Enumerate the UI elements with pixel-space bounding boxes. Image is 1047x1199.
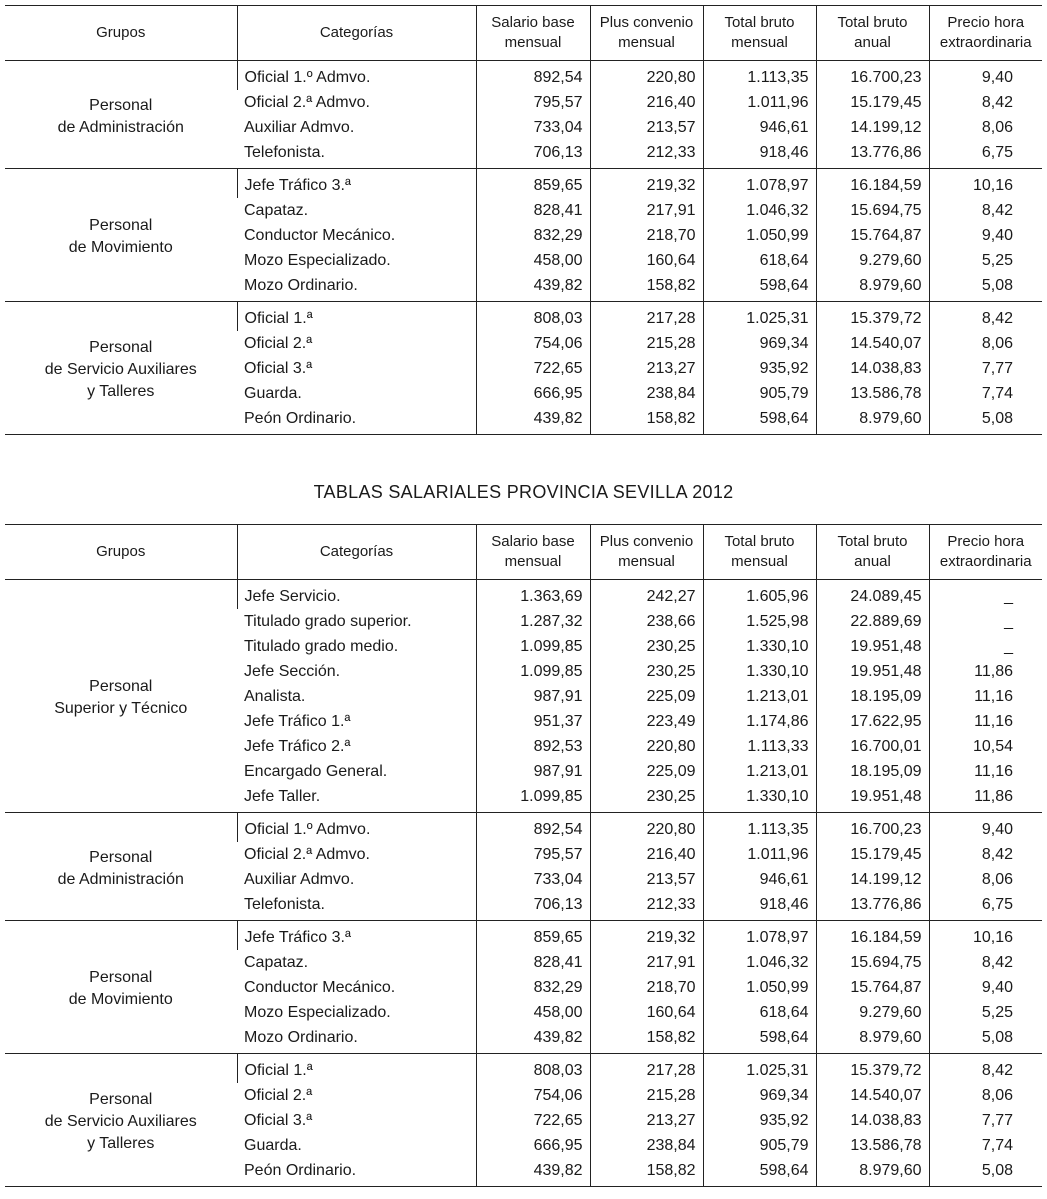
plus-convenio-cell: 215,28: [590, 1083, 703, 1108]
categoria-cell: Oficial 2.ª Admvo.: [244, 846, 370, 863]
plus-convenio-cell: 223,49: [590, 709, 703, 734]
plus-convenio-cell: 220,80: [590, 813, 703, 843]
total-bruto-anual-cell: 18.195,09: [816, 759, 929, 784]
total-bruto-anual-cell: 16.184,59: [816, 169, 929, 199]
header-grupos: Grupos: [5, 6, 237, 61]
categoria-cell: Jefe Servicio.: [237, 580, 476, 610]
salario-base-cell: 666,95: [476, 1133, 590, 1158]
group-name: [5, 302, 237, 435]
salario-base-cell: 828,41: [476, 198, 590, 223]
table-row: [5, 61, 1042, 91]
total-bruto-mensual-cell: 905,79: [703, 1133, 816, 1158]
total-bruto-anual-cell: 22.889,69: [816, 609, 929, 634]
total-bruto-anual-cell: 15.764,87: [816, 975, 929, 1000]
categoria-cell: Oficial 1.º Admvo.: [237, 813, 476, 843]
salario-base-cell: 832,29: [476, 975, 590, 1000]
plus-convenio-cell: 218,70: [590, 975, 703, 1000]
plus-convenio-cell: 216,40: [590, 90, 703, 115]
precio-hora-cell: 10,16: [929, 921, 1042, 951]
total-bruto-mensual-cell: 969,34: [703, 1083, 816, 1108]
table-row: [5, 921, 1042, 951]
precio-hora-cell: 8,06: [929, 115, 1042, 140]
precio-hora-cell: 8,06: [929, 331, 1042, 356]
total-bruto-anual-cell: 18.195,09: [816, 684, 929, 709]
precio-hora-cell: 11,16: [929, 709, 1042, 734]
total-bruto-anual-cell: 19.951,48: [816, 659, 929, 684]
group-name-line: y Talleres: [87, 383, 155, 400]
group-name-line: Personal: [89, 969, 153, 986]
plus-convenio-cell: 225,09: [590, 684, 703, 709]
total-bruto-mensual-cell: 1.050,99: [703, 223, 816, 248]
plus-convenio-cell: 158,82: [590, 1025, 703, 1054]
table-header-row: [5, 525, 1042, 580]
header-grupos: Grupos: [5, 525, 237, 580]
precio-hora-cell: 5,25: [929, 1000, 1042, 1025]
categoria-cell: Jefe Sección.: [244, 663, 341, 680]
precio-hora-cell: 11,86: [929, 659, 1042, 684]
precio-hora-cell: 5,08: [929, 273, 1042, 302]
plus-convenio-cell: 238,84: [590, 381, 703, 406]
total-bruto-mensual-cell: 598,64: [703, 1025, 816, 1054]
plus-convenio-cell: 213,57: [590, 115, 703, 140]
salario-base-cell: 808,03: [476, 1054, 590, 1084]
total-bruto-anual-cell: 14.038,83: [816, 1108, 929, 1133]
total-bruto-anual-cell: 8.979,60: [816, 406, 929, 435]
categoria-cell: Oficial 2.ª: [244, 1087, 313, 1104]
salario-base-cell: 892,54: [476, 61, 590, 91]
group-name: [5, 1054, 237, 1187]
total-bruto-anual-cell: 17.622,95: [816, 709, 929, 734]
salario-base-cell: 722,65: [476, 356, 590, 381]
precio-hora-cell: 9,40: [929, 975, 1042, 1000]
precio-hora-cell: _: [929, 634, 1042, 659]
plus-convenio-cell: 217,91: [590, 198, 703, 223]
categoria-cell: Oficial 1.ª: [237, 1054, 476, 1084]
total-bruto-mensual-cell: 1.113,35: [703, 813, 816, 843]
salario-base-cell: 1.099,85: [476, 634, 590, 659]
salario-base-cell: 951,37: [476, 709, 590, 734]
total-bruto-anual-cell: 19.951,48: [816, 784, 929, 813]
total-bruto-mensual-cell: 918,46: [703, 140, 816, 169]
categoria-cell: Oficial 1.º Admvo.: [237, 61, 476, 91]
group-name-line: Personal: [89, 1091, 153, 1108]
precio-hora-cell: 5,08: [929, 1025, 1042, 1054]
precio-hora-cell: 5,08: [929, 406, 1042, 435]
group-section: [5, 813, 1042, 921]
salario-base-cell: 808,03: [476, 302, 590, 332]
total-bruto-mensual-cell: 1.113,35: [703, 61, 816, 91]
group-section: [5, 61, 1042, 169]
salario-base-cell: 1.099,85: [476, 659, 590, 684]
header-plus-convenio: Plus convenio mensual: [590, 525, 703, 580]
salario-base-cell: 458,00: [476, 248, 590, 273]
header-plus-convenio: Plus convenio mensual: [590, 6, 703, 61]
total-bruto-anual-cell: 9.279,60: [816, 1000, 929, 1025]
salario-base-cell: 987,91: [476, 684, 590, 709]
plus-convenio-cell: 158,82: [590, 273, 703, 302]
precio-hora-cell: 7,74: [929, 381, 1042, 406]
categoria-cell: Peón Ordinario.: [237, 1158, 476, 1187]
total-bruto-anual-cell: 13.776,86: [816, 140, 929, 169]
total-bruto-anual-cell: 15.179,45: [816, 842, 929, 867]
salary-table-1: [5, 5, 1042, 435]
header-total-bruto-anual: Total bruto anual: [816, 6, 929, 61]
categoria-cell: Encargado General.: [244, 763, 388, 780]
table-row: [5, 169, 1042, 199]
group-name-line: Personal: [89, 848, 153, 866]
total-bruto-mensual-cell: 1.078,97: [703, 169, 816, 199]
plus-convenio-cell: 230,25: [590, 659, 703, 684]
precio-hora-cell: 9,40: [929, 223, 1042, 248]
categoria-cell: Oficial 2.ª: [244, 335, 313, 352]
categoria-cell: Capataz.: [244, 954, 309, 971]
salario-base-cell: 1.287,32: [476, 609, 590, 634]
group-name-line: de Administración: [57, 118, 184, 136]
categoria-cell: Conductor Mecánico.: [244, 979, 396, 996]
group-name-line: y Talleres: [87, 1135, 155, 1152]
header-total-bruto-mensual: Total bruto mensual: [703, 6, 816, 61]
total-bruto-mensual-cell: 1.605,96: [703, 580, 816, 610]
plus-convenio-cell: 238,66: [590, 609, 703, 634]
table-header-row: [5, 6, 1042, 61]
categoria-cell: Guarda.: [244, 1137, 302, 1154]
plus-convenio-cell: 230,25: [590, 634, 703, 659]
total-bruto-anual-cell: 14.540,07: [816, 1083, 929, 1108]
categoria-cell: Oficial 2.ª Admvo.: [244, 94, 370, 111]
precio-hora-cell: 6,75: [929, 140, 1042, 169]
salario-base-cell: 859,65: [476, 169, 590, 199]
salario-base-cell: 706,13: [476, 140, 590, 169]
group-section: [5, 302, 1042, 435]
total-bruto-mensual-cell: 1.078,97: [703, 921, 816, 951]
plus-convenio-cell: 225,09: [590, 759, 703, 784]
salario-base-cell: 859,65: [476, 921, 590, 951]
precio-hora-cell: 8,06: [929, 1083, 1042, 1108]
header-categorias: Categorías: [237, 6, 476, 61]
plus-convenio-cell: 213,57: [590, 867, 703, 892]
plus-convenio-cell: 242,27: [590, 580, 703, 610]
precio-hora-cell: 8,42: [929, 302, 1042, 332]
precio-hora-cell: _: [929, 580, 1042, 610]
group-name-line: Personal: [89, 678, 153, 695]
total-bruto-mensual-cell: 618,64: [703, 248, 816, 273]
categoria-cell: Mozo Especializado.: [244, 1004, 391, 1021]
salario-base-cell: 439,82: [476, 1158, 590, 1187]
total-bruto-mensual-cell: 1.113,33: [703, 734, 816, 759]
total-bruto-anual-cell: 15.764,87: [816, 223, 929, 248]
salario-base-cell: 439,82: [476, 1025, 590, 1054]
table-row: [5, 580, 1042, 610]
salario-base-cell: 439,82: [476, 406, 590, 435]
salario-base-cell: 733,04: [476, 867, 590, 892]
total-bruto-anual-cell: 16.700,23: [816, 61, 929, 91]
salario-base-cell: 795,57: [476, 842, 590, 867]
group-name-line: de Servicio Auxiliares: [44, 361, 197, 378]
plus-convenio-cell: 218,70: [590, 223, 703, 248]
salary-table-2: [5, 524, 1042, 1187]
total-bruto-mensual-cell: 946,61: [703, 115, 816, 140]
total-bruto-mensual-cell: 598,64: [703, 406, 816, 435]
plus-convenio-cell: 212,33: [590, 140, 703, 169]
salario-base-cell: 754,06: [476, 331, 590, 356]
categoria-cell: Jefe Tráfico 3.ª: [237, 921, 476, 951]
header-salario-base: Salario base mensual: [476, 6, 590, 61]
total-bruto-anual-cell: 8.979,60: [816, 273, 929, 302]
total-bruto-mensual-cell: 598,64: [703, 1158, 816, 1187]
total-bruto-anual-cell: 8.979,60: [816, 1158, 929, 1187]
total-bruto-mensual-cell: 1.213,01: [703, 759, 816, 784]
precio-hora-cell: 8,42: [929, 950, 1042, 975]
salario-base-cell: 666,95: [476, 381, 590, 406]
precio-hora-cell: 11,86: [929, 784, 1042, 813]
salario-base-cell: 892,54: [476, 813, 590, 843]
salario-base-cell: 1.363,69: [476, 580, 590, 610]
header-precio-hora: Precio hora extraordinaria: [929, 525, 1042, 580]
header-categorias: Categorías: [237, 525, 476, 580]
total-bruto-mensual-cell: 918,46: [703, 892, 816, 921]
group-name-line: de Administración: [57, 870, 184, 888]
group-name-line: Superior y Técnico: [54, 700, 188, 717]
precio-hora-cell: 11,16: [929, 759, 1042, 784]
precio-hora-cell: 7,74: [929, 1133, 1042, 1158]
total-bruto-mensual-cell: 1.046,32: [703, 198, 816, 223]
plus-convenio-cell: 217,28: [590, 1054, 703, 1084]
table-row: [5, 813, 1042, 843]
precio-hora-cell: 7,77: [929, 1108, 1042, 1133]
plus-convenio-cell: 158,82: [590, 406, 703, 435]
group-name-line: Personal: [89, 217, 153, 234]
group-name-line: de Movimiento: [68, 991, 173, 1008]
plus-convenio-cell: 230,25: [590, 784, 703, 813]
header-total-bruto-anual: Total bruto anual: [816, 525, 929, 580]
categoria-cell: Guarda.: [244, 385, 302, 402]
precio-hora-cell: 11,16: [929, 684, 1042, 709]
total-bruto-mensual-cell: 935,92: [703, 1108, 816, 1133]
categoria-cell: Auxiliar Admvo.: [244, 871, 355, 888]
total-bruto-mensual-cell: 1.050,99: [703, 975, 816, 1000]
total-bruto-anual-cell: 13.586,78: [816, 1133, 929, 1158]
header-total-bruto-mensual: Total bruto mensual: [703, 525, 816, 580]
salario-base-cell: 754,06: [476, 1083, 590, 1108]
precio-hora-cell: 8,42: [929, 1054, 1042, 1084]
plus-convenio-cell: 213,27: [590, 356, 703, 381]
total-bruto-anual-cell: 14.199,12: [816, 115, 929, 140]
plus-convenio-cell: 212,33: [590, 892, 703, 921]
group-name-line: Personal: [89, 96, 153, 114]
total-bruto-anual-cell: 16.700,01: [816, 734, 929, 759]
salario-base-cell: 722,65: [476, 1108, 590, 1133]
total-bruto-mensual-cell: 946,61: [703, 867, 816, 892]
salario-base-cell: 795,57: [476, 90, 590, 115]
total-bruto-anual-cell: 8.979,60: [816, 1025, 929, 1054]
categoria-cell: Mozo Ordinario.: [237, 1025, 476, 1054]
plus-convenio-cell: 160,64: [590, 248, 703, 273]
categoria-cell: Mozo Ordinario.: [237, 273, 476, 302]
categoria-cell: Auxiliar Admvo.: [244, 119, 355, 136]
categoria-cell: Telefonista.: [237, 140, 476, 169]
group-name: [5, 61, 237, 169]
categoria-cell: Jefe Tráfico 2.ª: [244, 738, 351, 755]
precio-hora-cell: 8,42: [929, 198, 1042, 223]
precio-hora-cell: 8,42: [929, 842, 1042, 867]
precio-hora-cell: 8,42: [929, 90, 1042, 115]
salario-base-cell: 733,04: [476, 115, 590, 140]
total-bruto-mensual-cell: 1.213,01: [703, 684, 816, 709]
categoria-cell: Conductor Mecánico.: [244, 227, 396, 244]
total-bruto-mensual-cell: 1.525,98: [703, 609, 816, 634]
total-bruto-anual-cell: 9.279,60: [816, 248, 929, 273]
group-name: [5, 921, 237, 1054]
plus-convenio-cell: 217,91: [590, 950, 703, 975]
total-bruto-mensual-cell: 1.025,31: [703, 1054, 816, 1084]
salario-base-cell: 892,53: [476, 734, 590, 759]
categoria-cell: Titulado grado superior.: [244, 613, 412, 630]
total-bruto-mensual-cell: 1.330,10: [703, 634, 816, 659]
categoria-cell: Jefe Tráfico 1.ª: [244, 713, 351, 730]
plus-convenio-cell: 219,32: [590, 921, 703, 951]
total-bruto-mensual-cell: 1.174,86: [703, 709, 816, 734]
total-bruto-mensual-cell: 1.011,96: [703, 842, 816, 867]
categoria-cell: Oficial 1.ª: [237, 302, 476, 332]
plus-convenio-cell: 158,82: [590, 1158, 703, 1187]
table-row: [5, 302, 1042, 332]
salario-base-cell: 458,00: [476, 1000, 590, 1025]
total-bruto-anual-cell: 13.586,78: [816, 381, 929, 406]
precio-hora-cell: 9,40: [929, 813, 1042, 843]
group-section: [5, 1054, 1042, 1187]
categoria-cell: Analista.: [244, 688, 306, 705]
table-2-title: TABLAS SALARIALES PROVINCIA SEVILLA 2012: [313, 482, 734, 502]
precio-hora-cell: 7,77: [929, 356, 1042, 381]
group-name-line: de Servicio Auxiliares: [44, 1113, 197, 1130]
categoria-cell: Oficial 3.ª: [244, 1112, 313, 1129]
group-name: [5, 169, 237, 302]
group-section: [5, 921, 1042, 1054]
plus-convenio-cell: 217,28: [590, 302, 703, 332]
total-bruto-anual-cell: 16.184,59: [816, 921, 929, 951]
total-bruto-anual-cell: 13.776,86: [816, 892, 929, 921]
plus-convenio-cell: 213,27: [590, 1108, 703, 1133]
total-bruto-mensual-cell: 935,92: [703, 356, 816, 381]
precio-hora-cell: 6,75: [929, 892, 1042, 921]
total-bruto-anual-cell: 15.694,75: [816, 950, 929, 975]
total-bruto-anual-cell: 14.199,12: [816, 867, 929, 892]
total-bruto-mensual-cell: 598,64: [703, 273, 816, 302]
group-name: [5, 813, 237, 921]
total-bruto-mensual-cell: 1.046,32: [703, 950, 816, 975]
precio-hora-cell: 5,25: [929, 248, 1042, 273]
table-row: [5, 1054, 1042, 1084]
total-bruto-anual-cell: 15.379,72: [816, 1054, 929, 1084]
total-bruto-anual-cell: 24.089,45: [816, 580, 929, 610]
categoria-cell: Mozo Especializado.: [244, 252, 391, 269]
total-bruto-anual-cell: 15.179,45: [816, 90, 929, 115]
group-name: [5, 580, 237, 813]
plus-convenio-cell: 219,32: [590, 169, 703, 199]
categoria-cell: Oficial 3.ª: [244, 360, 313, 377]
precio-hora-cell: 10,16: [929, 169, 1042, 199]
total-bruto-mensual-cell: 905,79: [703, 381, 816, 406]
group-name-line: de Movimiento: [68, 239, 173, 256]
total-bruto-mensual-cell: 1.025,31: [703, 302, 816, 332]
plus-convenio-cell: 216,40: [590, 842, 703, 867]
salario-base-cell: 828,41: [476, 950, 590, 975]
total-bruto-mensual-cell: 1.330,10: [703, 659, 816, 684]
total-bruto-mensual-cell: 1.330,10: [703, 784, 816, 813]
precio-hora-cell: 8,06: [929, 867, 1042, 892]
total-bruto-anual-cell: 15.694,75: [816, 198, 929, 223]
salario-base-cell: 439,82: [476, 273, 590, 302]
categoria-cell: Telefonista.: [237, 892, 476, 921]
plus-convenio-cell: 238,84: [590, 1133, 703, 1158]
total-bruto-anual-cell: 14.540,07: [816, 331, 929, 356]
precio-hora-cell: 10,54: [929, 734, 1042, 759]
categoria-cell: Titulado grado medio.: [244, 638, 399, 655]
plus-convenio-cell: 220,80: [590, 61, 703, 91]
plus-convenio-cell: 160,64: [590, 1000, 703, 1025]
total-bruto-mensual-cell: 1.011,96: [703, 90, 816, 115]
categoria-cell: Capataz.: [244, 202, 309, 219]
plus-convenio-cell: 220,80: [590, 734, 703, 759]
categoria-cell: Jefe Tráfico 3.ª: [237, 169, 476, 199]
total-bruto-mensual-cell: 618,64: [703, 1000, 816, 1025]
precio-hora-cell: 9,40: [929, 61, 1042, 91]
precio-hora-cell: 5,08: [929, 1158, 1042, 1187]
salario-base-cell: 706,13: [476, 892, 590, 921]
header-salario-base: Salario base mensual: [476, 525, 590, 580]
total-bruto-anual-cell: 15.379,72: [816, 302, 929, 332]
categoria-cell: Jefe Taller.: [237, 784, 476, 813]
total-bruto-anual-cell: 19.951,48: [816, 634, 929, 659]
salario-base-cell: 987,91: [476, 759, 590, 784]
total-bruto-mensual-cell: 969,34: [703, 331, 816, 356]
group-name-line: Personal: [89, 339, 153, 356]
salario-base-cell: 832,29: [476, 223, 590, 248]
total-bruto-anual-cell: 16.700,23: [816, 813, 929, 843]
group-section: [5, 580, 1042, 813]
precio-hora-cell: _: [929, 609, 1042, 634]
header-precio-hora: Precio hora extraordinaria: [929, 6, 1042, 61]
total-bruto-anual-cell: 14.038,83: [816, 356, 929, 381]
categoria-cell: Peón Ordinario.: [237, 406, 476, 435]
group-section: [5, 169, 1042, 302]
salario-base-cell: 1.099,85: [476, 784, 590, 813]
plus-convenio-cell: 215,28: [590, 331, 703, 356]
